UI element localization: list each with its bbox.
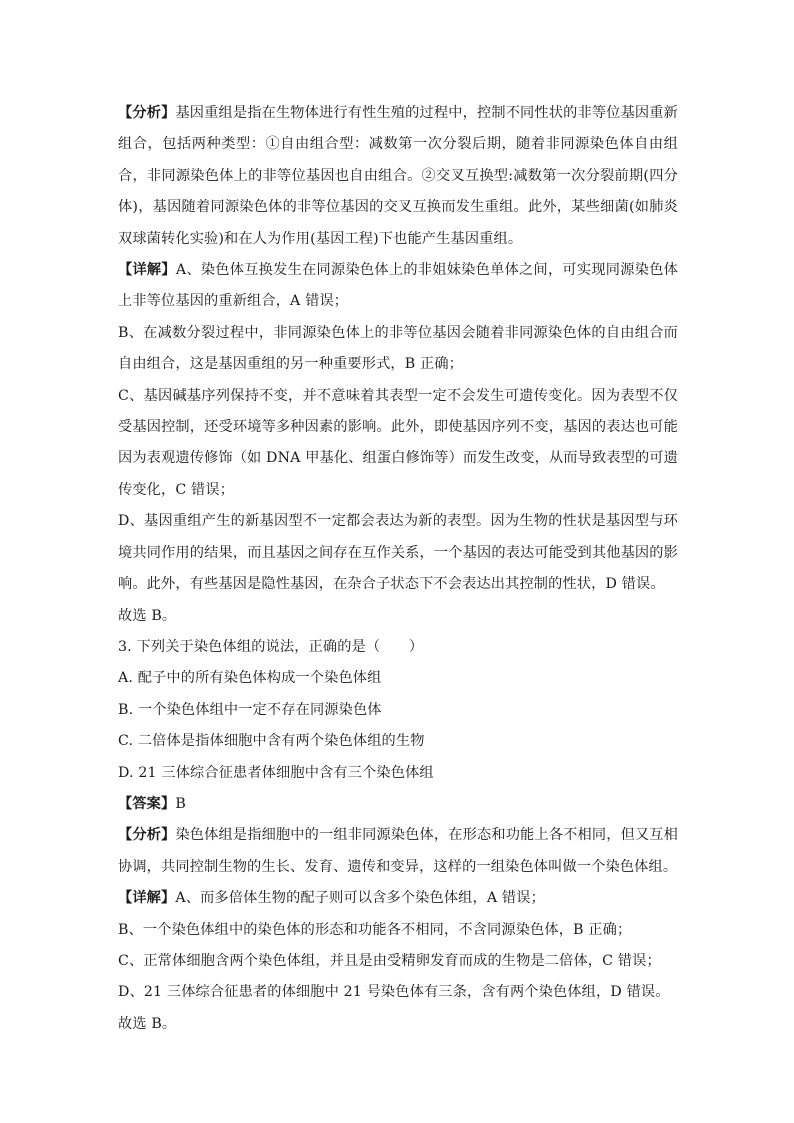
q3-analysis-paragraph [118, 820, 678, 883]
option-d: D. 21 三体综合征患者体细胞中含有三个染色体组 [118, 764, 434, 781]
q3-detail-paragraph-a [118, 883, 678, 914]
detail-paragraph-b: B、在减数分裂过程中，非同源染色体上的非等位基因会随着非同源染色体的自由组合而自由组合，这是基因重组的另一种重要形式，B 正确； [118, 324, 678, 373]
document-page [118, 98, 678, 1040]
question-stem: 3. 下列关于染色体组的说法，正确的是（ ） [118, 638, 424, 655]
q3-detail-paragraph-b: B、一个染色体组中的染色体的形态和功能各不相同，不含同源染色体，B 正确； [118, 921, 632, 938]
q3-detail-tag: 【详解】 [118, 890, 176, 907]
q3-analysis-tag: 【分析】 [118, 827, 176, 844]
analysis-paragraph [118, 98, 678, 255]
detail-a-text: A、染色体互换发生在同源染色体上的非姐妹染色单体之间，可实现同源染色体上非等位基因的重新组合，A 错误； [118, 262, 678, 310]
detail-paragraph-c: C、基因碱基序列保持不变，并不意味着其表型一定不会发生可遗传变化。因为表型不仅受基因控制，还受环境等多种因素的影响。此外，即使基因序列不变，基因的表达也可能因为表观遗传修饰（如 DNA 甲基化、组蛋白修饰等）而发生改变，从而导致表型的可遗传变化，C 错误； [118, 387, 678, 498]
answer-line [118, 789, 678, 820]
q3-conclusion-text: 故选 B。 [118, 1015, 177, 1032]
analysis-text: 基因重组是指在生物体进行有性生殖的过程中，控制不同性状的非等位基因重新组合，包括两种类型：①自由组合型：减数第一次分裂后期，随着非同源染色体自由组合，非同源染色体上的非等位基因也自由组合。②交叉互换型:减数第一次分裂前期(四分体)，基因随着同源染色体的非等位基因的交叉互换而发生重组。此外，某些细菌(如肺炎双球菌转化实验)和在人为作用(基因工程)下也能产生基因重组。 [118, 105, 678, 247]
option-c: C. 二倍体是指体细胞中含有两个染色体组的生物 [118, 733, 425, 750]
conclusion-text: 故选 B。 [118, 607, 177, 624]
q3-detail-paragraph-d: D、21 三体综合征患者的体细胞中 21 号染色体有三条，含有两个染色体组，D 错误。 [118, 984, 670, 1001]
q3-analysis-text: 染色体组是指细胞中的一组非同源染色体，在形态和功能上各不相同，但又互相协调，共同控制生物的生长、发育、遗传和变异，这样的一组染色体叫做一个染色体组。 [118, 827, 678, 875]
q3-detail-a-text: A、而多倍体生物的配子则可以含多个染色体组，A 错误； [175, 890, 545, 907]
option-a: A. 配子中的所有染色体构成一个染色体组 [118, 670, 382, 687]
detail-paragraph-d: D、基因重组产生的新基因型不一定都会表达为新的表型。因为生物的性状是基因型与环境共同作用的结果，而且基因之间存在互作关系，一个基因的表达可能受到其他基因的影响。此外，有些基因是隐性基因，在杂合子状态下不会表达出其控制的性状，D 错误。 [118, 513, 678, 593]
q3-detail-paragraph-c: C、正常体细胞含两个染色体组，并且是由受精卵发育而成的生物是二倍体，C 错误； [118, 952, 661, 969]
answer-value: B [175, 795, 186, 812]
option-b: B. 一个染色体组中一定不存在同源染色体 [118, 701, 382, 718]
detail-tag: 【详解】 [118, 262, 176, 279]
analysis-tag: 【分析】 [118, 105, 176, 121]
detail-paragraph-a [118, 255, 678, 318]
answer-tag: 【答案】 [118, 795, 176, 812]
